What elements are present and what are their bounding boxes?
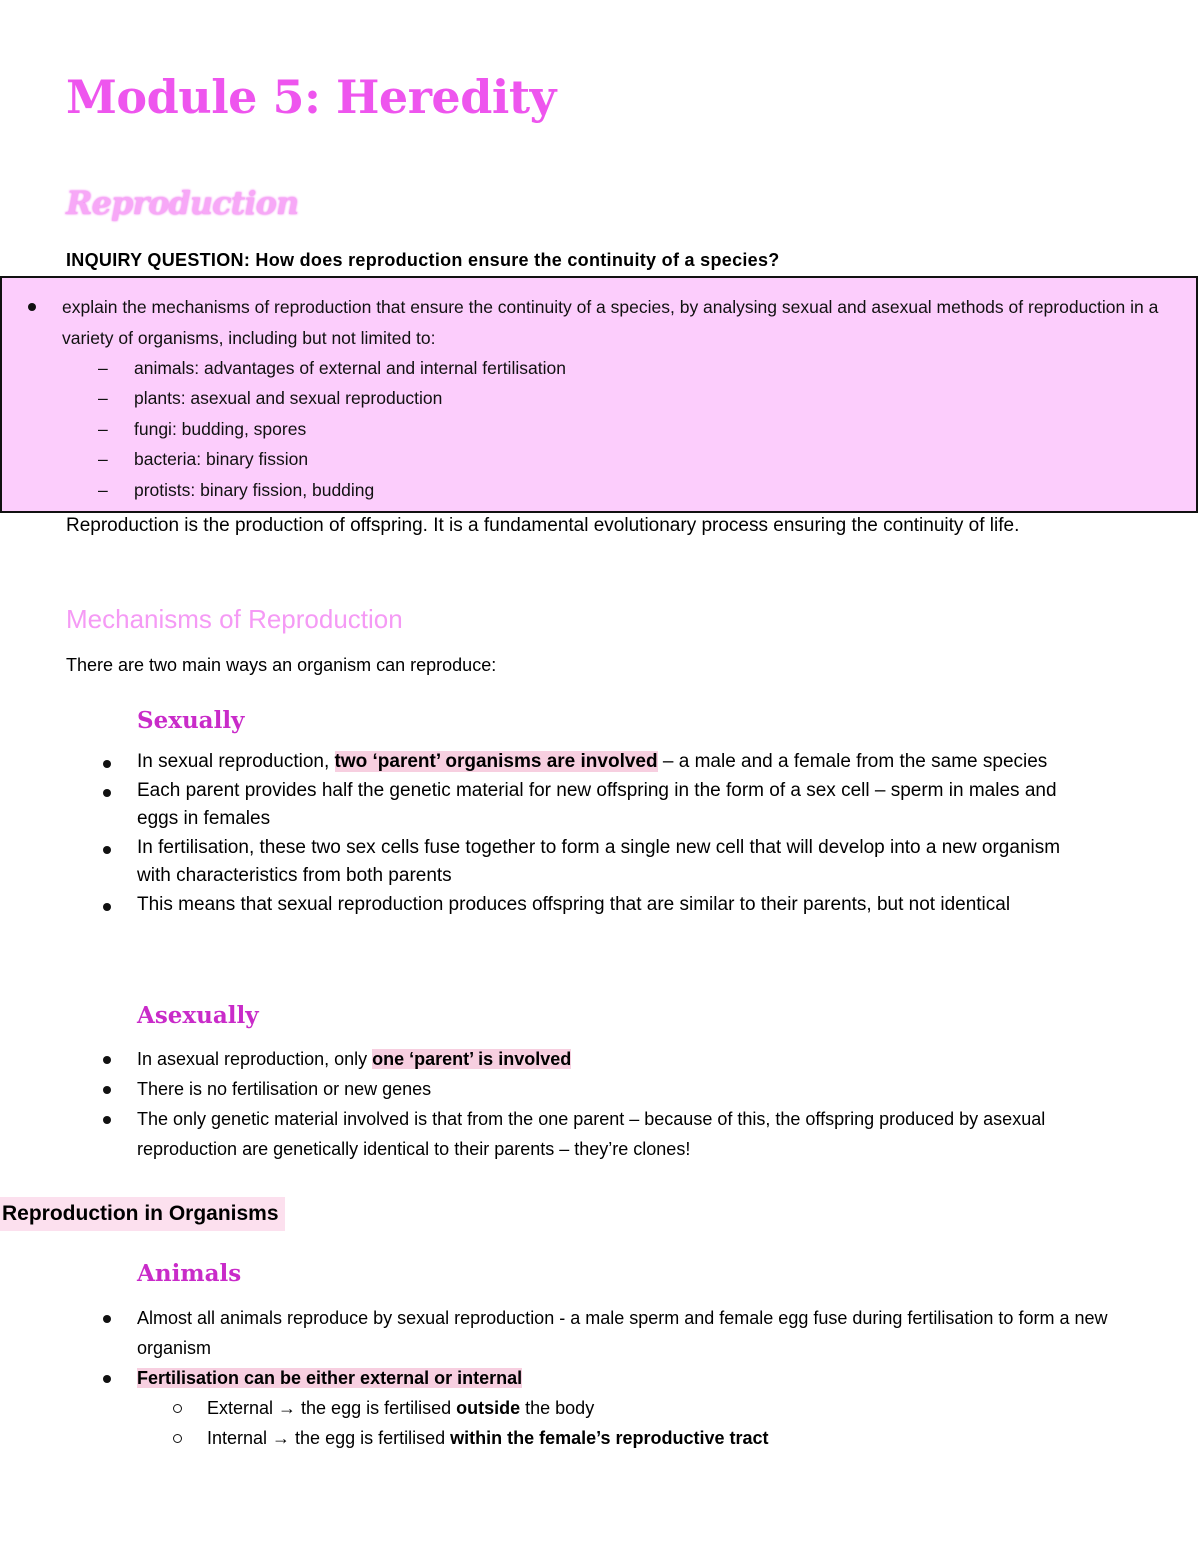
outcome-sub-item: – bacteria: binary fission	[98, 444, 566, 474]
bullet-icon	[103, 789, 111, 797]
list-item: The only genetic material involved is that from the one parent – because of this, the offspring produced by asexual reproduction are genetically identical to their parents – they’re clones!	[67, 1104, 1097, 1164]
sexual-bullet-list	[137, 748, 1097, 919]
highlight: one ‘parent’ is involved	[372, 1049, 572, 1069]
sexually-heading: Sexually	[137, 707, 245, 734]
list-item: In sexual reproduction, two ‘parent’ organisms are involved – a male and a female from the same species	[67, 748, 1097, 777]
outcome-sub-item: – fungi: budding, spores	[98, 414, 566, 444]
circle-bullet-icon	[173, 1404, 182, 1413]
bullet-icon	[103, 760, 111, 768]
highlight: two ‘parent’ organisms are involved	[334, 751, 658, 772]
outcome-sub-item: – protists: binary fission, budding	[98, 475, 566, 505]
bullet-icon	[103, 1086, 111, 1094]
list-item: Each parent provides half the genetic material for new offspring in the form of a sex cell – sperm in males and eggs in females	[67, 777, 1097, 834]
dash-icon: –	[98, 479, 108, 500]
syllabus-outcome-box	[0, 276, 1198, 513]
asexual-bullet-list	[137, 1044, 1097, 1164]
list-item: Almost all animals reproduce by sexual reproduction - a male sperm and female egg fuse during fertilisation to form a new organism	[100, 1303, 1120, 1363]
mechanisms-intro: There are two main ways an organism can reproduce:	[66, 655, 497, 675]
list-item: In fertilisation, these two sex cells fuse together to form a single new cell that will develop into a new organism with characteristics from both parents	[67, 834, 1097, 891]
page-title: Module 5: Heredity	[66, 70, 556, 124]
outcome-text: explain the mechanisms of reproduction that ensure the continuity of a species, by analysing sexual and asexual methods of reproduction in a variety of organisms, including but not limited to:	[62, 297, 1159, 348]
highlight: Fertilisation can be either external or internal	[137, 1368, 523, 1388]
list-item: Internal → the egg is fertilised within the female’s reproductive tract	[170, 1423, 769, 1453]
organisms-heading: Reproduction in Organisms	[0, 1197, 285, 1231]
fertilisation-sub-list	[170, 1393, 769, 1453]
dash-icon: –	[98, 388, 108, 409]
circle-bullet-icon	[173, 1434, 182, 1443]
outcome-sub-item: – animals: advantages of external and internal fertilisation	[98, 353, 566, 383]
dash-icon: –	[98, 449, 108, 470]
dash-icon: –	[98, 418, 108, 439]
section-title-reproduction: Reproduction	[66, 184, 299, 222]
outcome-sub-item: – plants: asexual and sexual reproduction	[98, 383, 566, 413]
outcome-sub-list	[98, 353, 566, 505]
bullet-icon	[103, 903, 111, 911]
animals-bullet-list	[100, 1303, 1120, 1393]
bullet-icon	[28, 303, 36, 311]
dash-icon: –	[98, 358, 108, 378]
bullet-icon	[103, 1056, 111, 1064]
list-item: This means that sexual reproduction produces offspring that are similar to their parents, but not identical	[67, 891, 1097, 920]
intro-paragraph: Reproduction is the production of offspring. It is a fundamental evolutionary process ensuring the continuity of life.	[66, 515, 1020, 536]
animals-heading: Animals	[137, 1260, 242, 1287]
mechanisms-heading: Mechanisms of Reproduction	[66, 604, 403, 634]
bullet-icon	[103, 1116, 111, 1124]
list-item: In asexual reproduction, only one ‘parent’ is involved	[67, 1044, 1097, 1074]
inquiry-question: INQUIRY QUESTION: How does reproduction ensure the continuity of a species?	[66, 250, 780, 270]
list-item	[100, 1363, 1120, 1393]
bullet-icon	[103, 846, 111, 854]
bullet-icon	[103, 1315, 111, 1323]
bullet-icon	[103, 1375, 111, 1383]
asexually-heading: Asexually	[137, 1002, 259, 1029]
list-item: There is no fertilisation or new genes	[67, 1074, 1097, 1104]
list-item: External → the egg is fertilised outside the body	[170, 1393, 769, 1423]
